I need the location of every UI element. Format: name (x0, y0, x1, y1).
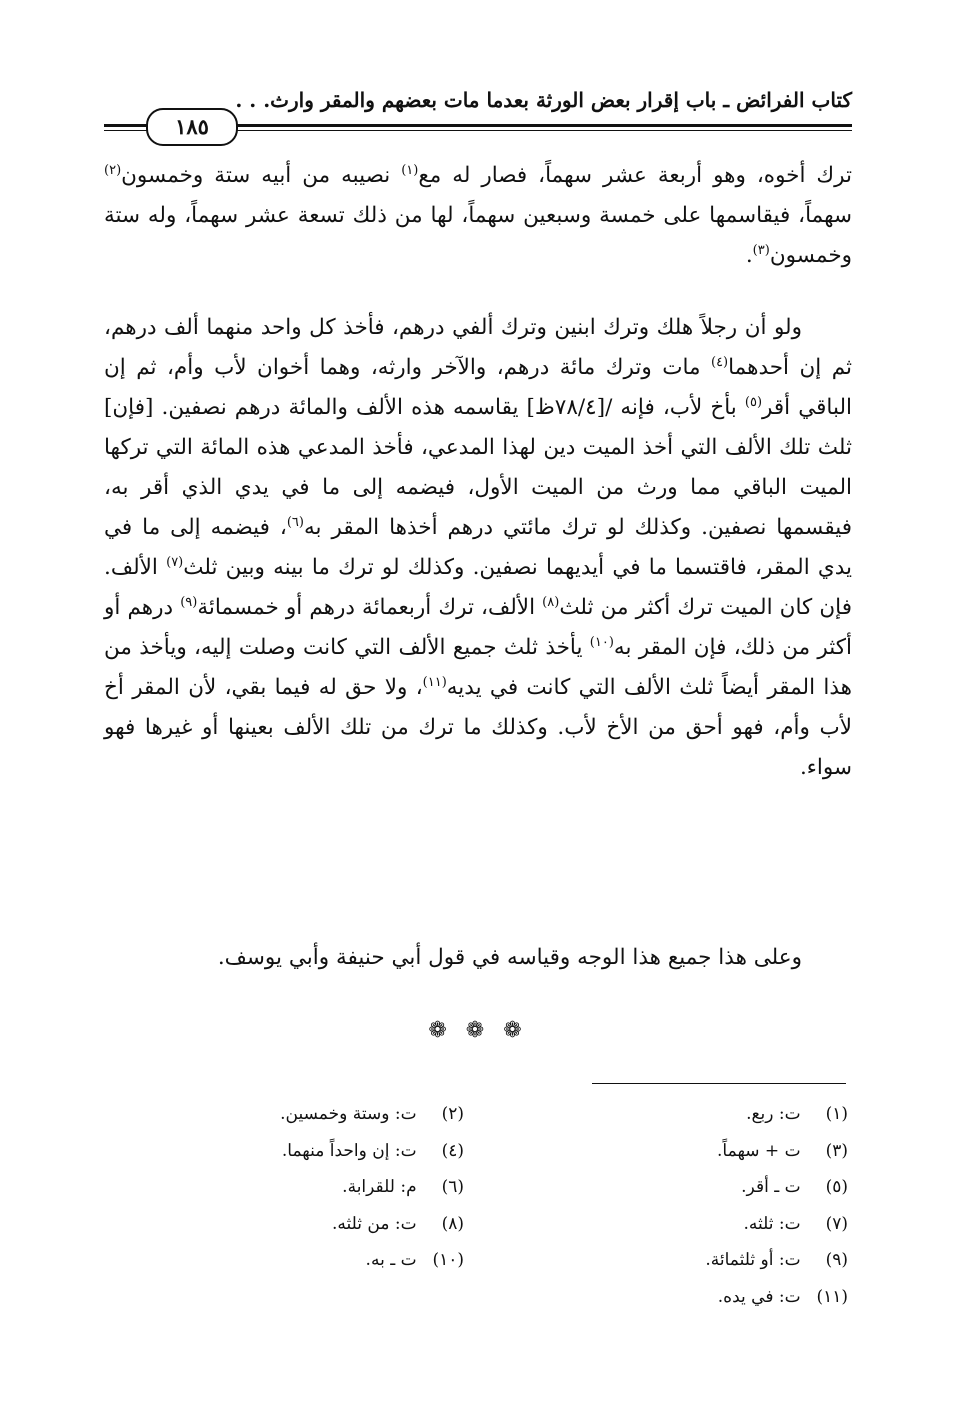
paragraph-2 (104, 308, 852, 788)
footnote-text: ت: وستة وخمسين. (280, 1104, 417, 1124)
footnote-ref-5: (٥) (744, 394, 763, 410)
page-header (104, 78, 852, 142)
footnote-text: ت: أو ثلثمائة. (705, 1250, 801, 1271)
footnote-11 (548, 1279, 848, 1316)
footnote-3 (548, 1133, 848, 1170)
footnote-8 (164, 1206, 464, 1243)
footnote-number: (٧) (825, 1213, 848, 1234)
footnote-text: ت ـ به. (365, 1250, 417, 1271)
footnote-text: ت + سهماً. (717, 1140, 801, 1161)
footnote-ref-10: (١٠) (589, 634, 614, 650)
footnote-ref-3: (٣) (752, 242, 770, 258)
footnote-number: (١) (825, 1104, 848, 1124)
footnote-10 (164, 1242, 464, 1279)
footnote-number: (٣) (825, 1140, 848, 1161)
footnote-ref-4: (٤) (710, 354, 729, 370)
footnote-ref-7: (٧) (166, 554, 184, 570)
footnote-4 (164, 1133, 464, 1170)
text-segment: الألف، ترك أربعمائة درهم أو خمسمائة (197, 595, 543, 620)
footnote-ref-11: (١١) (422, 674, 447, 690)
footnote-ref-9: (٩) (180, 594, 198, 610)
footnote-number: (٤) (441, 1140, 464, 1161)
footnotes-odd-column (548, 1096, 848, 1316)
footnote-9 (548, 1242, 848, 1279)
footnote-text: ت: ربع. (746, 1104, 801, 1124)
footnote-number: (٦) (441, 1177, 464, 1198)
section-ornament: ❁ ❁ ❁ (428, 1018, 528, 1043)
footnotes-even-column (164, 1096, 464, 1279)
text-segment: . (745, 243, 753, 268)
footnote-text: ت ـ أقر. (741, 1177, 801, 1198)
footnote-number: (٥) (825, 1177, 848, 1198)
footnote-number: (٩) (825, 1250, 848, 1271)
footnote-text: ت: من ثلثه. (332, 1213, 417, 1234)
footnote-number: (١٠) (432, 1250, 464, 1271)
main-text (104, 156, 852, 788)
footnote-1 (548, 1096, 848, 1133)
page-number: ١٨٥ (146, 108, 238, 146)
footnote-number: (١١) (816, 1286, 848, 1307)
footnote-text: ت: في يده. (717, 1286, 801, 1307)
footnote-ref-8: (٨) (542, 594, 560, 610)
text-segment: الألف. فإن كان الميت ترك أكثر من ثلث (104, 555, 852, 620)
footnote-text: ت: إن واحداً منهما. (281, 1140, 417, 1161)
text-segment: يأخذ ثلث جميع الألف التي كانت وصلت إليه، ويأخذ من هذا المقر أيضاً ثلث الألف التي كانت في يديه (104, 635, 852, 700)
text-segment: ، فيضمه إلى ما في يدي المقر، فاقتسما ما في أيديهما نصفين. وكذلك لو ترك ما بينه وبين ثلث (104, 515, 852, 580)
footnote-text: ت: ثلثه. (743, 1213, 801, 1234)
footnote-ref-1: (١) (401, 162, 419, 178)
footnote-number: (٢) (441, 1104, 464, 1124)
footnote-6 (164, 1169, 464, 1206)
text-segment: سهماً، فيقاسمها على خمسة وسبعين سهماً، لها من ذلك تسعة عشر سهماً، وله ستة وخمسون (104, 203, 852, 268)
text-segment: مات وترك مائة درهم، والآخر وارثه، وهما أخوان لأب وأم، ثم إن الباقي أقر (104, 355, 852, 420)
footnote-separator (592, 1083, 846, 1084)
text-segment: درهم أو أكثر من ذلك، فإن المقر به (104, 595, 852, 660)
text-segment: ترك أخوه، وهو أربعة عشر سهماً، فصار له مع (418, 163, 852, 188)
running-title: كتاب الفرائض ـ باب إقرار بعض الورثة بعدما مات بعضهم والمقر وارث. . . (235, 88, 852, 112)
text-segment: بأخ لأب، فإنه /[٧٨/٤ظ] يقاسمه هذه الألف والمائة درهم نصفين. [فإن] ثلث تلك الألف التي أخذ الميت دين لهذا المدعي، فأخذ المدعي هذه المائة التي تركها الميت الباقي مما ورث من الميت الأول، فيضمه إلى ما في يدي الذي أقر به، فيقسمها نصفين. وكذلك لو ترك مائتي درهم أخذها المقر به (104, 395, 852, 540)
footnote-ref-6: (٦) (286, 514, 304, 530)
footnote-ref-2: (٢) (104, 162, 122, 178)
closing-paragraph: وعلى هذا جميع هذا الوجه وقياسه في قول أبي حنيفة وأبي يوسف. (217, 945, 802, 970)
footnote-7 (548, 1206, 848, 1243)
footnote-2 (164, 1096, 464, 1133)
text-segment: نصيبه من أبيه ستة وخمسون (121, 163, 402, 188)
text-segment: ولو أن رجلاً هلك وترك ابنين وترك ألفي درهم، فأخذ كل واحد منهما ألف درهم، ثم إن أحدهما (104, 315, 852, 380)
footnote-text: م: للقرابة. (342, 1177, 417, 1198)
text-segment: ، ولا حق له فيما بقي، لأن المقر أخ لأب وأم، فهو أحق من الأخ لأب. وكذلك ما ترك من تلك الألف بعينها أو غيرها فهو سواء. (104, 675, 852, 780)
footnote-5 (548, 1169, 848, 1206)
paragraph-1 (104, 156, 852, 276)
footnote-number: (٨) (441, 1213, 464, 1234)
